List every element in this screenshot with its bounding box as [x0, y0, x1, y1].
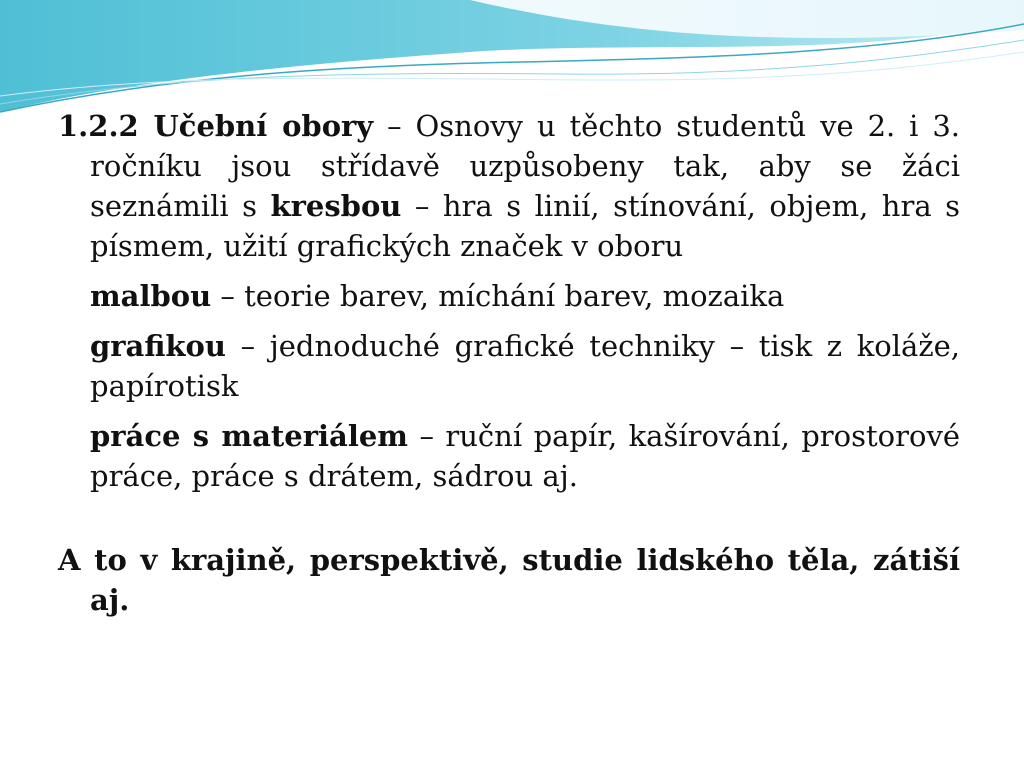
paragraph-text: – Osnovy u těchto studentů ve 2. i 3. ročníku jsou střídavě uzpůsobeny tak, aby se žáci seznámili s: [90, 109, 961, 223]
term-prace-s-materialem: práce s materiálem: [90, 419, 408, 453]
paragraph-text: – jednoduché grafické techniky – tisk z koláže, papírotisk: [90, 329, 960, 403]
term-grafikou: grafikou: [90, 329, 226, 363]
paragraph-malbou: [58, 276, 960, 316]
section-heading: 1.2.2 Učební obory: [58, 109, 374, 143]
paragraph-grafikou: [58, 326, 960, 406]
paragraph-text: – hra s linií, stínování, objem, hra s písmem, užití grafických značek v oboru: [90, 189, 961, 263]
paragraph-conclusion: A to v krajině, perspektivě, studie lidského těla, zátiší aj.: [58, 543, 960, 617]
slide-content: [58, 106, 960, 620]
term-malbou: malbou: [90, 279, 212, 313]
paragraph-text: – teorie barev, míchání barev, mozaika: [211, 279, 785, 313]
paragraph-prace-s-materialem: [58, 416, 960, 496]
term-kresbou: kresbou: [270, 189, 402, 223]
paragraph-ucebni-obory: [58, 106, 960, 266]
paragraph-text: – ruční papír, kašírování, prostorové práce, práce s drátem, sádrou aj.: [90, 419, 960, 493]
